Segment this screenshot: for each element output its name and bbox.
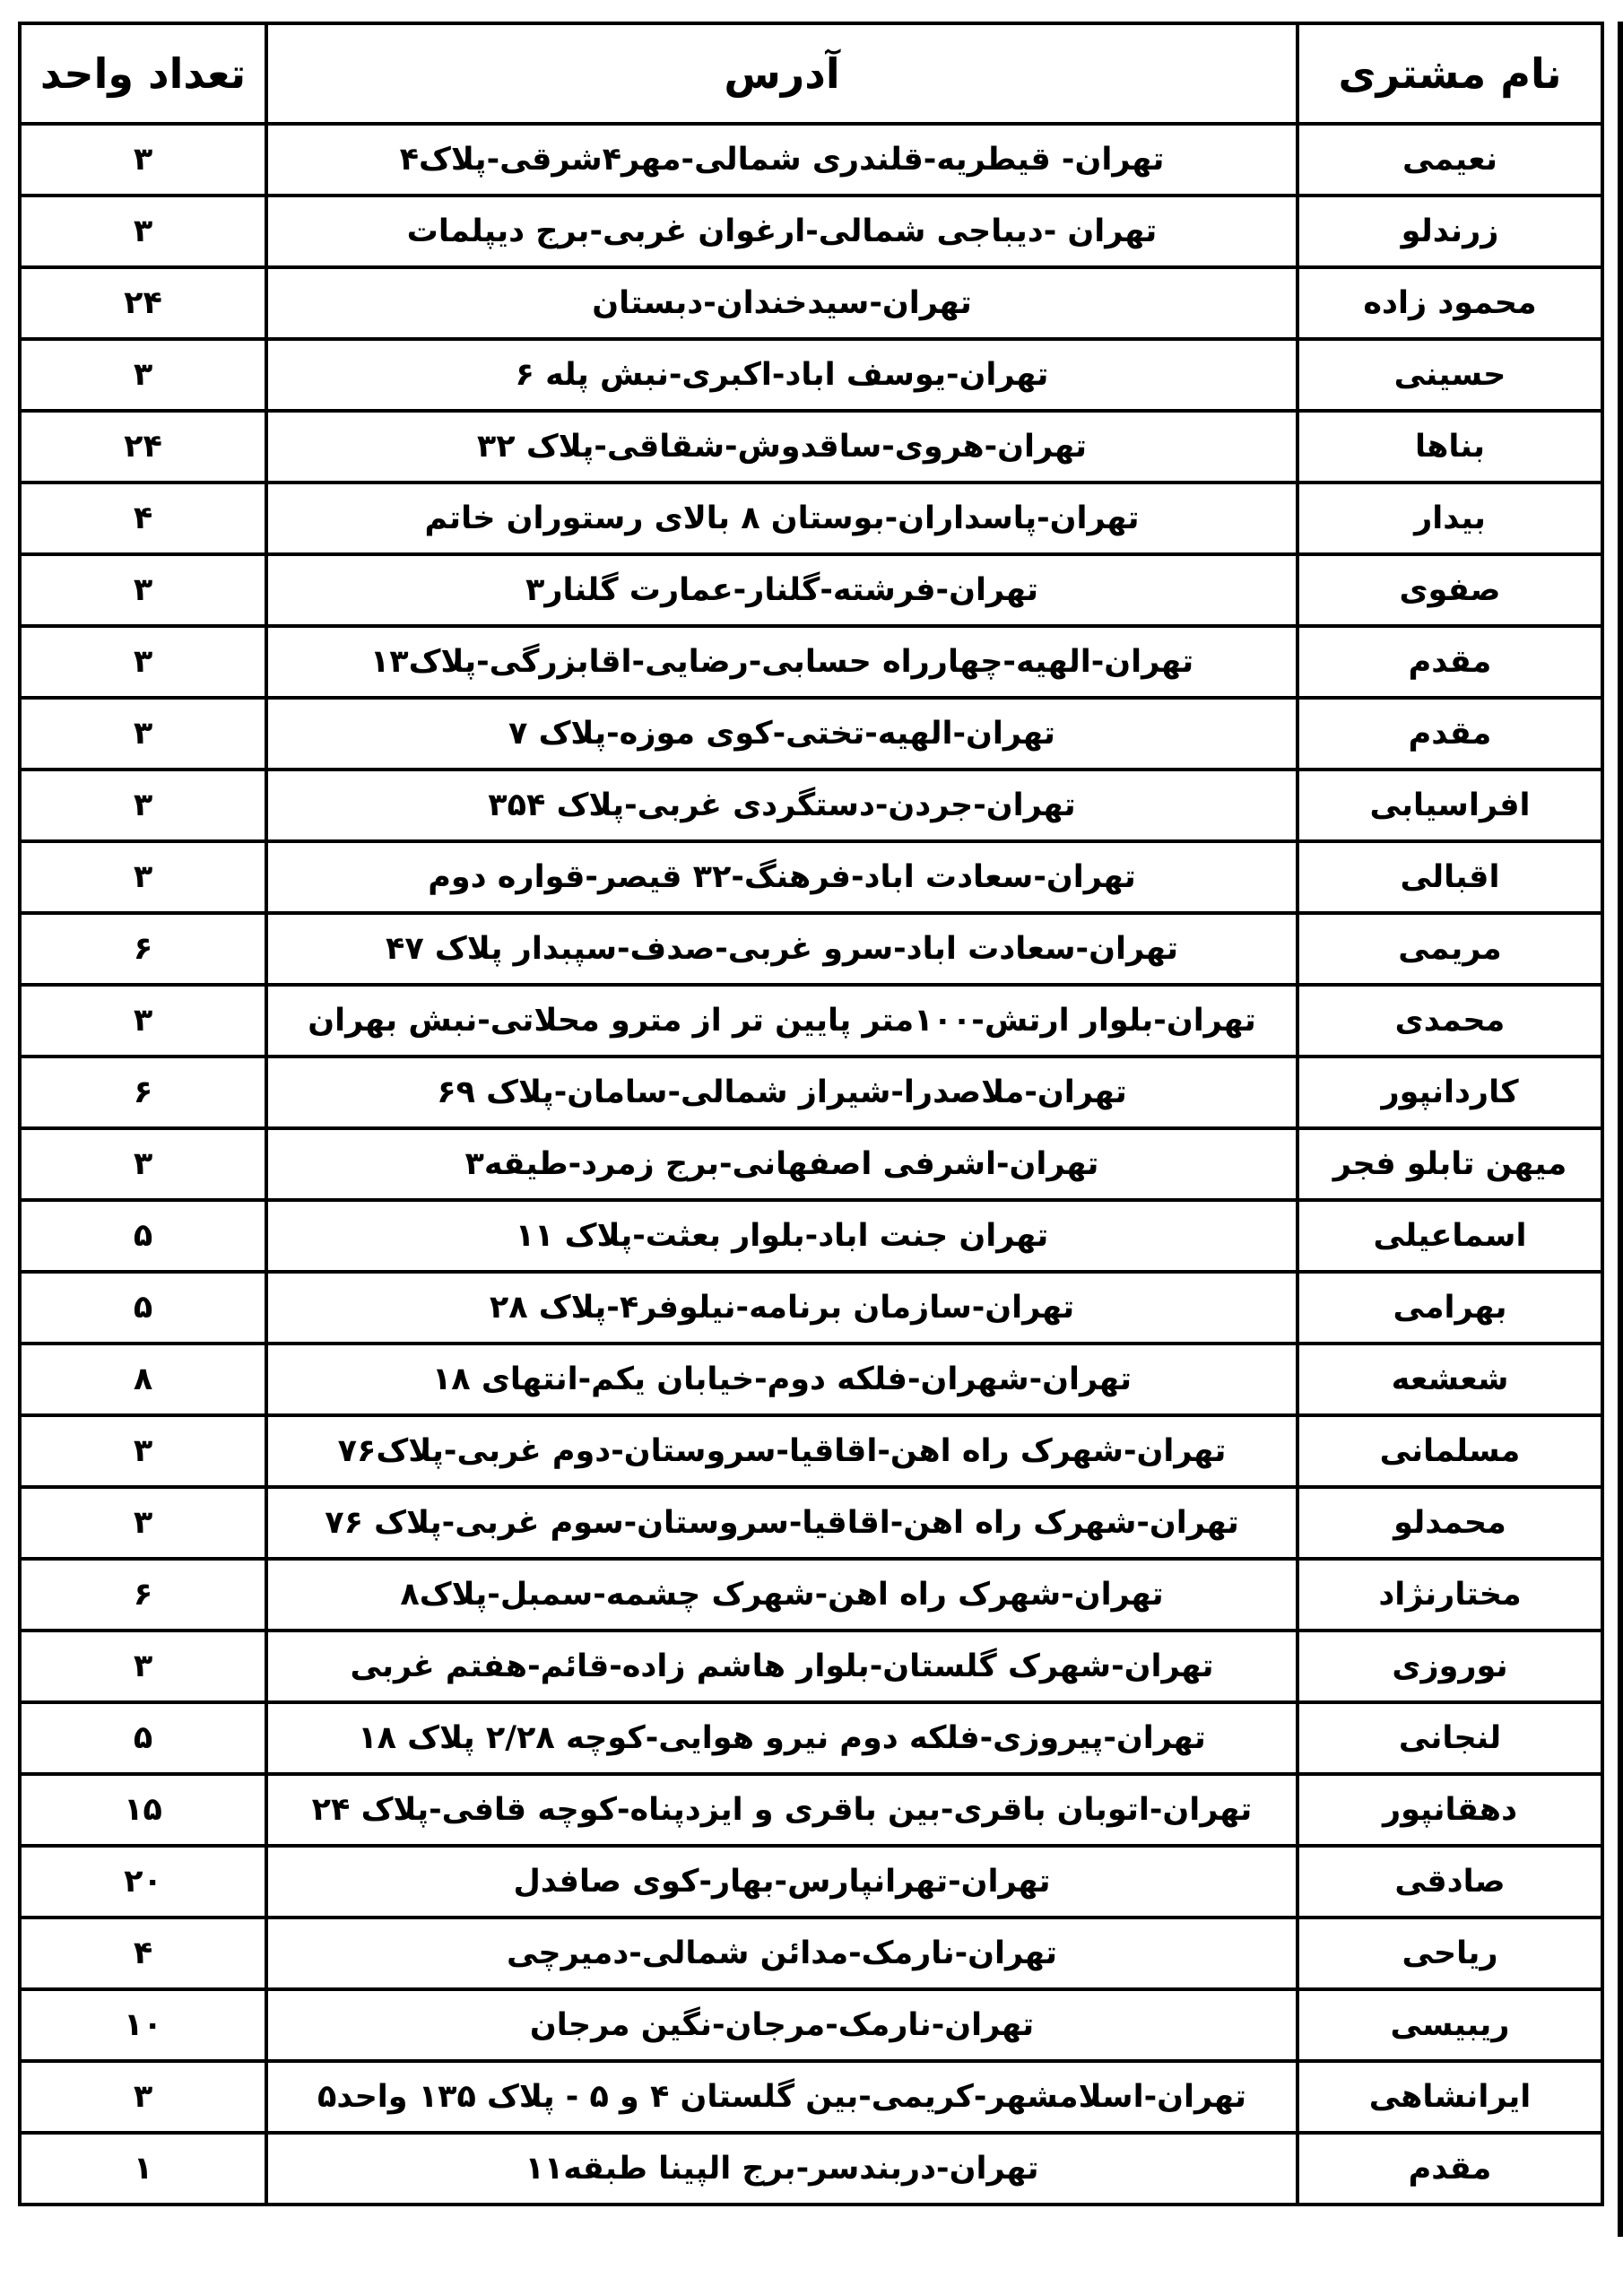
customer-name-cell: ریبیسی <box>1298 1989 1602 2061</box>
customer-table <box>18 22 1604 2206</box>
customer-name-cell: محمود زاده <box>1298 267 1602 339</box>
address-cell: تهران-پاسداران-بوستان ۸ بالای رستوران خاتم <box>266 483 1298 554</box>
unit-count-cell: ۳ <box>20 1487 266 1559</box>
table-row <box>20 1487 1602 1559</box>
address-cell: تهران-الهیه-چهارراه حسابی-رضایی-اقابزرگی-پلاک۱۳ <box>266 626 1298 698</box>
customer-name-cell: ریاحی <box>1298 1918 1602 1989</box>
customer-name-cell: مختارنژاد <box>1298 1559 1602 1631</box>
table-row <box>20 1918 1602 1989</box>
table-row <box>20 913 1602 985</box>
address-cell: تهران- قیطریه-قلندری شمالی-مهر۴شرقی-پلاک۴ <box>266 124 1298 196</box>
customer-sheet <box>18 22 1601 2206</box>
table-row <box>20 2133 1602 2205</box>
table-row <box>20 1415 1602 1487</box>
customer-name-cell: زرندلو <box>1298 196 1602 267</box>
customer-name-cell: شعشعه <box>1298 1344 1602 1415</box>
customer-name-cell: صادقی <box>1298 1846 1602 1918</box>
table-row <box>20 1702 1602 1774</box>
unit-count-cell: ۸ <box>20 1344 266 1415</box>
header-address: آدرس <box>266 23 1298 124</box>
unit-count-cell: ۵ <box>20 1200 266 1272</box>
customer-name-cell: کاردانپور <box>1298 1057 1602 1128</box>
customer-name-cell: مریمی <box>1298 913 1602 985</box>
table-row <box>20 554 1602 626</box>
unit-count-cell: ۲۴ <box>20 411 266 483</box>
unit-count-cell: ۴ <box>20 1918 266 1989</box>
address-cell: تهران-شهران-فلکه دوم-خیابان یکم-انتهای ۱۸ <box>266 1344 1298 1415</box>
customer-name-cell: بناها <box>1298 411 1602 483</box>
unit-count-cell: ۳ <box>20 626 266 698</box>
unit-count-cell: ۱۰ <box>20 1989 266 2061</box>
customer-name-cell: اقبالی <box>1298 841 1602 913</box>
address-cell: تهران-اسلامشهر-کریمی-بین گلستان ۴ و ۵ - پلاک ۱۳۵ واحد۵ <box>266 2061 1298 2133</box>
table-body <box>20 124 1602 2205</box>
table-row <box>20 1631 1602 1702</box>
customer-name-cell: مقدم <box>1298 626 1602 698</box>
table-row <box>20 339 1602 411</box>
address-cell: تهران -دیباجی شمالی-ارغوان غربی-برج دیپلمات <box>266 196 1298 267</box>
unit-count-cell: ۳ <box>20 841 266 913</box>
table-row <box>20 1057 1602 1128</box>
customer-name-cell: دهقانپور <box>1298 1774 1602 1846</box>
address-cell: تهران-اتوبان باقری-بین باقری و ایزدپناه-کوچه قافی-پلاک ۲۴ <box>266 1774 1298 1846</box>
unit-count-cell: ۳ <box>20 124 266 196</box>
address-cell: تهران-ملاصدرا-شیراز شمالی-سامان-پلاک ۶۹ <box>266 1057 1298 1128</box>
address-cell: تهران-تهرانپارس-بهار-کوی صافدل <box>266 1846 1298 1918</box>
customer-name-cell: محمدی <box>1298 985 1602 1057</box>
address-cell: تهران-شهرک راه اهن-اقاقیا-سروستان-دوم غربی-پلاک۷۶ <box>266 1415 1298 1487</box>
table-row <box>20 841 1602 913</box>
unit-count-cell: ۳ <box>20 196 266 267</box>
unit-count-cell: ۲۴ <box>20 267 266 339</box>
table-row <box>20 1200 1602 1272</box>
unit-count-cell: ۳ <box>20 1631 266 1702</box>
unit-count-cell: ۳ <box>20 698 266 770</box>
unit-count-cell: ۱ <box>20 2133 266 2205</box>
address-cell: تهران-نارمک-مدائن شمالی-دمیرچی <box>266 1918 1298 1989</box>
address-cell: تهران-شهرک راه اهن-اقاقیا-سروستان-سوم غربی-پلاک ۷۶ <box>266 1487 1298 1559</box>
customer-name-cell: محمدلو <box>1298 1487 1602 1559</box>
customer-name-cell: نوروزی <box>1298 1631 1602 1702</box>
customer-name-cell: بیدار <box>1298 483 1602 554</box>
header-customer-name: نام مشتری <box>1298 23 1602 124</box>
address-cell: تهران-الهیه-تختی-کوی موزه-پلاک ۷ <box>266 698 1298 770</box>
table-row <box>20 985 1602 1057</box>
address-cell: تهران جنت اباد-بلوار بعثت-پلاک ۱۱ <box>266 1200 1298 1272</box>
customer-name-cell: ایرانشاهی <box>1298 2061 1602 2133</box>
table-row <box>20 1344 1602 1415</box>
unit-count-cell: ۳ <box>20 554 266 626</box>
address-cell: تهران-سازمان برنامه-نیلوفر۴-پلاک ۲۸ <box>266 1272 1298 1344</box>
customer-name-cell: نعیمی <box>1298 124 1602 196</box>
header-row <box>20 23 1602 124</box>
table-row <box>20 698 1602 770</box>
address-cell: تهران-هروی-ساقدوش-شقاقی-پلاک ۳۲ <box>266 411 1298 483</box>
table-row <box>20 1846 1602 1918</box>
customer-name-cell: صفوی <box>1298 554 1602 626</box>
table-row <box>20 1128 1602 1200</box>
unit-count-cell: ۶ <box>20 913 266 985</box>
customer-name-cell: افراسیابی <box>1298 770 1602 841</box>
address-cell: تهران-دربندسر-برج الپینا طبقه۱۱ <box>266 2133 1298 2205</box>
page-edge-line <box>1618 22 1623 2237</box>
header-unit-count: تعداد واحد <box>20 23 266 124</box>
customer-name-cell: اسماعیلی <box>1298 1200 1602 1272</box>
unit-count-cell: ۵ <box>20 1702 266 1774</box>
unit-count-cell: ۲۰ <box>20 1846 266 1918</box>
unit-count-cell: ۳ <box>20 1128 266 1200</box>
table-row <box>20 1989 1602 2061</box>
table-row <box>20 2061 1602 2133</box>
address-cell: تهران-فرشته-گلنار-عمارت گلنار۳ <box>266 554 1298 626</box>
table-row <box>20 1774 1602 1846</box>
table-row <box>20 483 1602 554</box>
unit-count-cell: ۴ <box>20 483 266 554</box>
table-row <box>20 196 1602 267</box>
unit-count-cell: ۳ <box>20 1415 266 1487</box>
address-cell: تهران-بلوار ارتش-۱۰۰متر پایین تر از مترو محلاتی-نبش بهران <box>266 985 1298 1057</box>
customer-name-cell: میهن تابلو فجر <box>1298 1128 1602 1200</box>
table-row <box>20 124 1602 196</box>
table-row <box>20 1559 1602 1631</box>
customer-name-cell: مقدم <box>1298 2133 1602 2205</box>
table-row <box>20 411 1602 483</box>
unit-count-cell: ۶ <box>20 1559 266 1631</box>
address-cell: تهران-نارمک-مرجان-نگین مرجان <box>266 1989 1298 2061</box>
address-cell: تهران-جردن-دستگردی غربی-پلاک ۳۵۴ <box>266 770 1298 841</box>
customer-name-cell: بهرامی <box>1298 1272 1602 1344</box>
unit-count-cell: ۳ <box>20 770 266 841</box>
unit-count-cell: ۵ <box>20 1272 266 1344</box>
unit-count-cell: ۳ <box>20 339 266 411</box>
address-cell: تهران-اشرفی اصفهانی-برج زمرد-طیقه۳ <box>266 1128 1298 1200</box>
unit-count-cell: ۶ <box>20 1057 266 1128</box>
address-cell: تهران-شهرک راه اهن-شهرک چشمه-سمبل-پلاک۸ <box>266 1559 1298 1631</box>
table-row <box>20 1272 1602 1344</box>
customer-name-cell: حسینی <box>1298 339 1602 411</box>
address-cell: تهران-شهرک گلستان-بلوار هاشم زاده-قائم-هفتم غربی <box>266 1631 1298 1702</box>
address-cell: تهران-سعادت اباد-فرهنگ-۳۲ قیصر-قواره دوم <box>266 841 1298 913</box>
address-cell: تهران-سعادت اباد-سرو غربی-صدف-سپبدار پلاک ۴۷ <box>266 913 1298 985</box>
unit-count-cell: ۳ <box>20 2061 266 2133</box>
unit-count-cell: ۱۵ <box>20 1774 266 1846</box>
unit-count-cell: ۳ <box>20 985 266 1057</box>
table-row <box>20 770 1602 841</box>
address-cell: تهران-پیروزی-فلکه دوم نیرو هوایی-کوچه ۲/۲۸ پلاک ۱۸ <box>266 1702 1298 1774</box>
address-cell: تهران-یوسف اباد-اکبری-نبش پله ۶ <box>266 339 1298 411</box>
customer-name-cell: مقدم <box>1298 698 1602 770</box>
table-row <box>20 626 1602 698</box>
customer-name-cell: لنجانی <box>1298 1702 1602 1774</box>
table-row <box>20 267 1602 339</box>
customer-name-cell: مسلمانی <box>1298 1415 1602 1487</box>
address-cell: تهران-سیدخندان-دبستان <box>266 267 1298 339</box>
